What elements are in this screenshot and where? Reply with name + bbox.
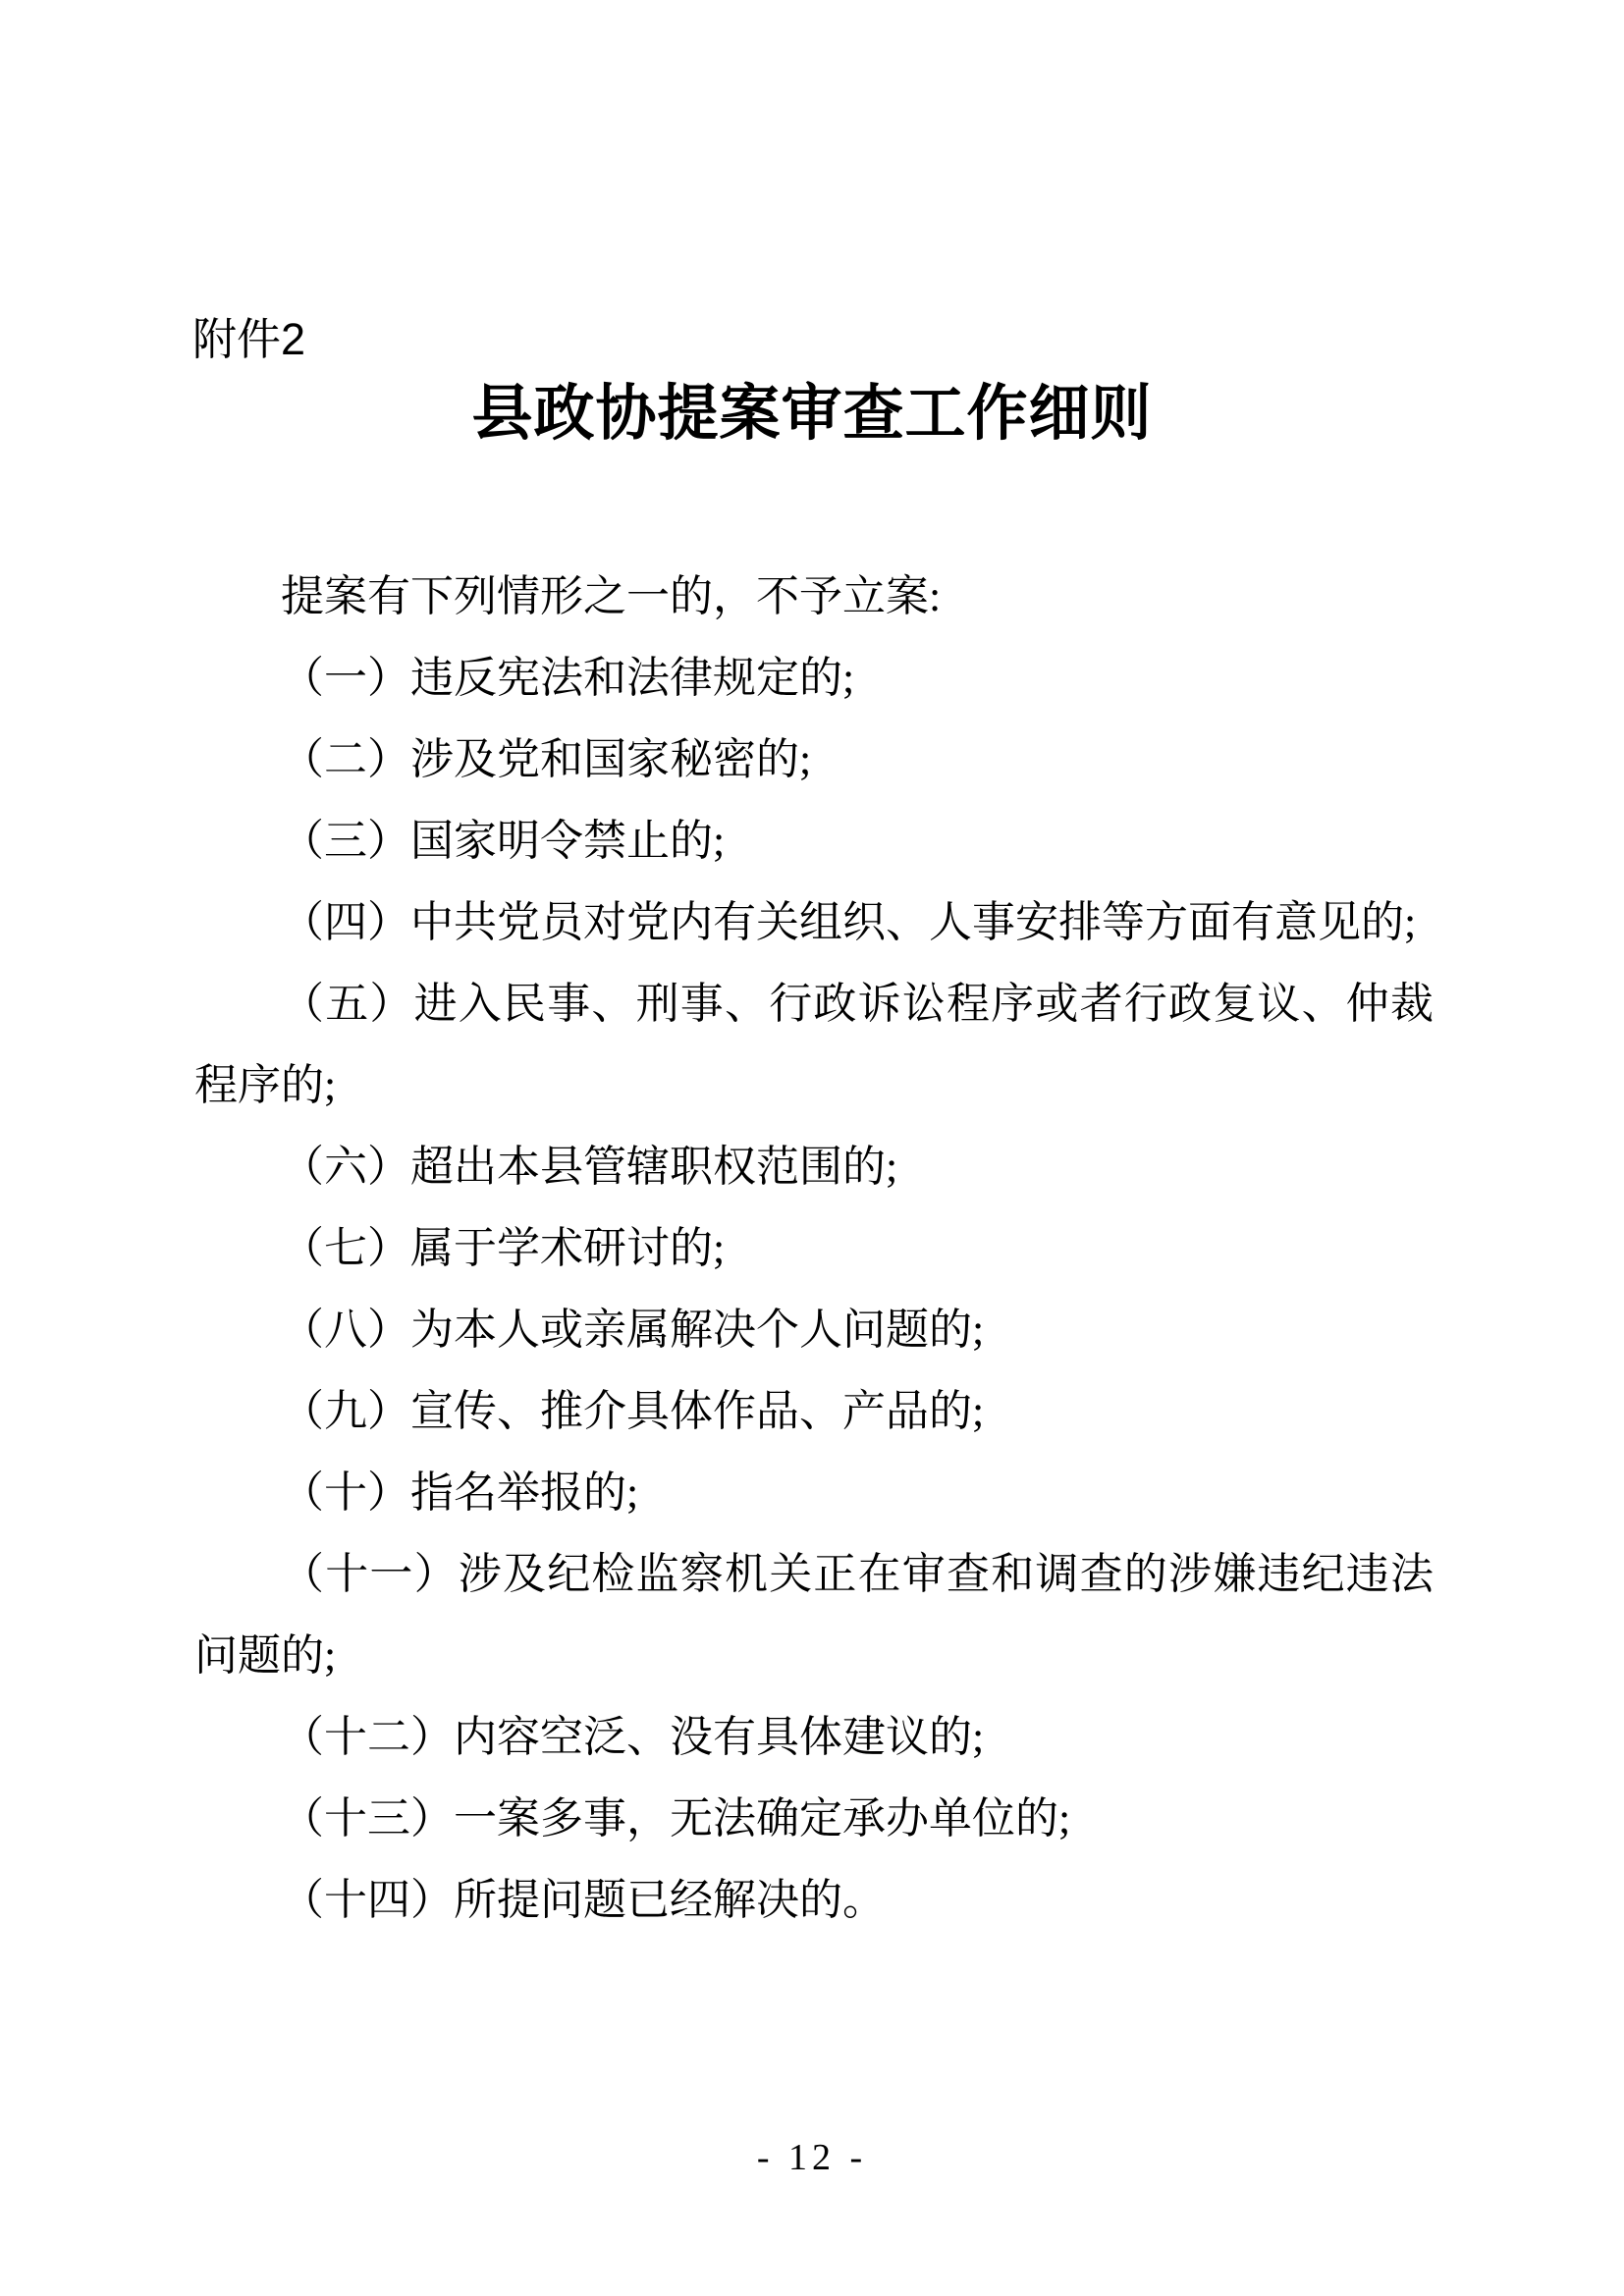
document-title: 县政协提案审查工作细则 — [471, 381, 1153, 448]
list-item-2: （二）涉及党和国家秘密的; — [281, 735, 812, 783]
list-item-8: （八）为本人或亲属解决个人问题的; — [281, 1306, 985, 1354]
page-number: - 12 - — [756, 2137, 868, 2178]
list-item-3: （三）国家明令禁止的; — [281, 817, 726, 865]
list-item-1: （一）违反宪法和法律规定的; — [281, 654, 855, 702]
list-item-5: （五）进入民事、刑事、行政诉讼程序或者行政复议、仲裁程序的; — [194, 980, 1434, 1109]
list-item-4: （四）中共党员对党内有关组织、人事安排等方面有意见的; — [281, 898, 1417, 946]
attachment-label: 附件2 — [192, 314, 306, 364]
list-item-9: （九）宣传、推介具体作品、产品的; — [281, 1387, 985, 1435]
list-item-14: （十四）所提问题已经解决的。 — [281, 1876, 886, 1924]
list-item-12: （十二）内容空泛、没有具体建议的; — [281, 1713, 985, 1761]
intro-paragraph: 提案有下列情形之一的，不予立案: — [281, 572, 942, 620]
list-item-13: （十三）一案多事，无法确定承办单位的; — [281, 1794, 1071, 1842]
document-body — [194, 556, 1434, 1941]
list-item-7: （七）属于学术研讨的; — [281, 1224, 726, 1272]
list-item-10: （十）指名举报的; — [281, 1468, 639, 1517]
list-item-11: （十一）涉及纪检监察机关正在审查和调查的涉嫌违纪违法问题的; — [194, 1550, 1434, 1680]
list-item-6: （六）超出本县管辖职权范围的; — [281, 1143, 898, 1191]
